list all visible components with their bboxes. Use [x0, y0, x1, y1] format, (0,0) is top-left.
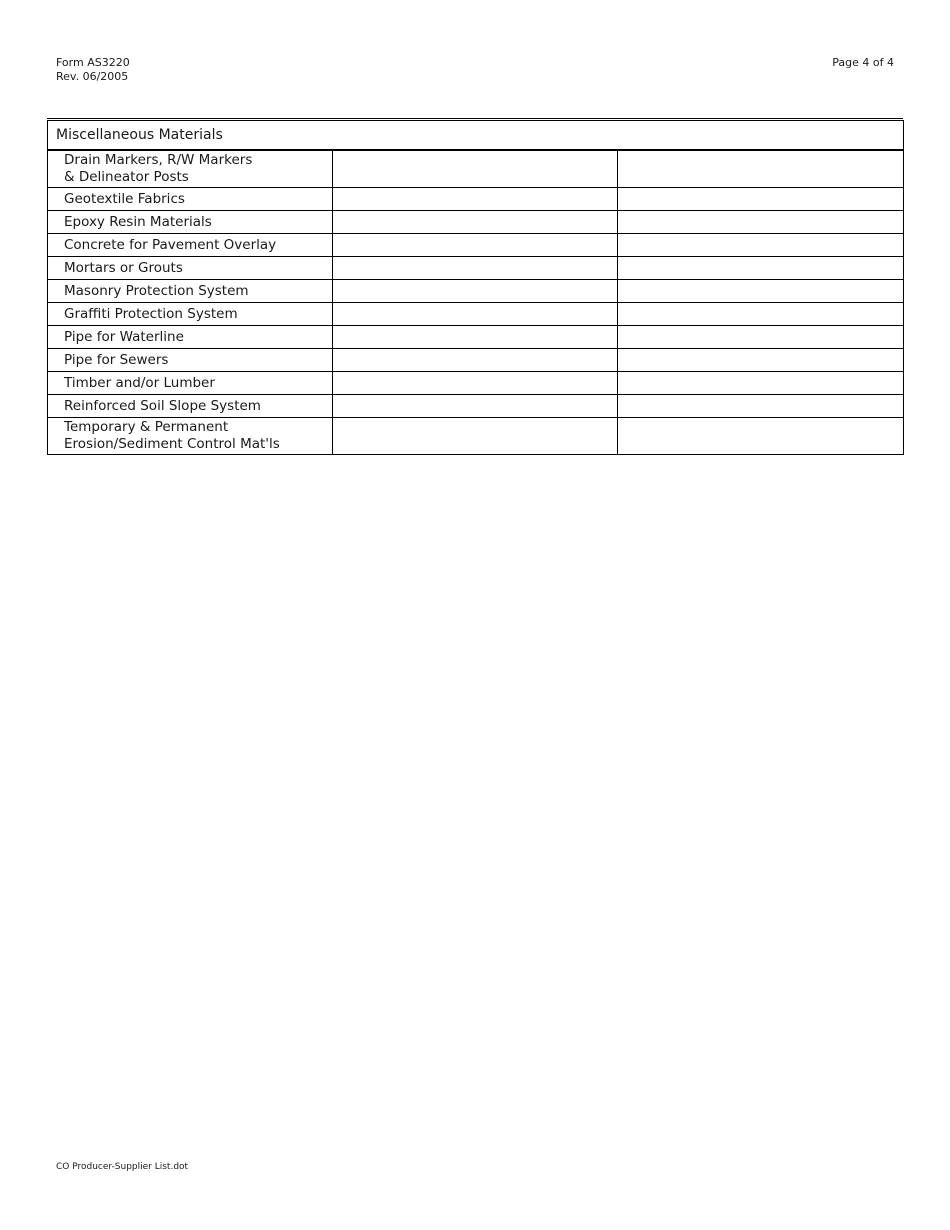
- supplier-entry-field[interactable]: [333, 303, 618, 326]
- location-entry-field[interactable]: [618, 303, 904, 326]
- table-row: [48, 234, 904, 257]
- supplier-entry-field[interactable]: [333, 188, 618, 211]
- table-row: [48, 280, 904, 303]
- location-entry-field[interactable]: [618, 257, 904, 280]
- material-label: Temporary & Permanent Erosion/Sediment Control Mat'ls: [48, 418, 333, 455]
- supplier-entry-field[interactable]: [333, 326, 618, 349]
- supplier-entry-field[interactable]: [333, 211, 618, 234]
- table-row: [48, 150, 904, 188]
- material-label: Concrete for Pavement Overlay: [48, 234, 333, 257]
- material-label: Graffiti Protection System: [48, 303, 333, 326]
- location-entry-field[interactable]: [618, 372, 904, 395]
- table-row: [48, 326, 904, 349]
- supplier-entry-field[interactable]: [333, 372, 618, 395]
- location-entry-field[interactable]: [618, 395, 904, 418]
- supplier-entry-field[interactable]: [333, 349, 618, 372]
- form-number: Form AS3220: [56, 56, 130, 69]
- location-entry-field[interactable]: [618, 150, 904, 188]
- material-label: Epoxy Resin Materials: [48, 211, 333, 234]
- location-entry-field[interactable]: [618, 349, 904, 372]
- material-label: Mortars or Grouts: [48, 257, 333, 280]
- supplier-entry-field[interactable]: [333, 280, 618, 303]
- supplier-entry-field[interactable]: [333, 418, 618, 455]
- material-label: Geotextile Fabrics: [48, 188, 333, 211]
- table-row: [48, 188, 904, 211]
- material-label: Drain Markers, R/W Markers & Delineator Posts: [48, 150, 333, 188]
- table-row: [48, 211, 904, 234]
- material-label: Masonry Protection System: [48, 280, 333, 303]
- table-row: [48, 303, 904, 326]
- location-entry-field[interactable]: [618, 418, 904, 455]
- section-title: Miscellaneous Materials: [48, 121, 904, 151]
- supplier-entry-field[interactable]: [333, 395, 618, 418]
- supplier-entry-field[interactable]: [333, 150, 618, 188]
- location-entry-field[interactable]: [618, 280, 904, 303]
- material-label: Timber and/or Lumber: [48, 372, 333, 395]
- table-row: [48, 349, 904, 372]
- page-number: Page 4 of 4: [832, 56, 894, 69]
- material-label: Reinforced Soil Slope System: [48, 395, 333, 418]
- table-row: [48, 418, 904, 455]
- form-header: [56, 56, 130, 84]
- table-row: [48, 372, 904, 395]
- location-entry-field[interactable]: [618, 234, 904, 257]
- supplier-entry-field[interactable]: [333, 257, 618, 280]
- location-entry-field[interactable]: [618, 188, 904, 211]
- document-filename: CO Producer-Supplier List.dot: [56, 1162, 189, 1172]
- materials-table: [47, 120, 904, 455]
- table-row: [48, 257, 904, 280]
- top-divider: [47, 118, 903, 119]
- location-entry-field[interactable]: [618, 211, 904, 234]
- location-entry-field[interactable]: [618, 326, 904, 349]
- material-label: Pipe for Sewers: [48, 349, 333, 372]
- form-revision: Rev. 06/2005: [56, 70, 129, 83]
- supplier-entry-field[interactable]: [333, 234, 618, 257]
- material-label: Pipe for Waterline: [48, 326, 333, 349]
- table-row: [48, 395, 904, 418]
